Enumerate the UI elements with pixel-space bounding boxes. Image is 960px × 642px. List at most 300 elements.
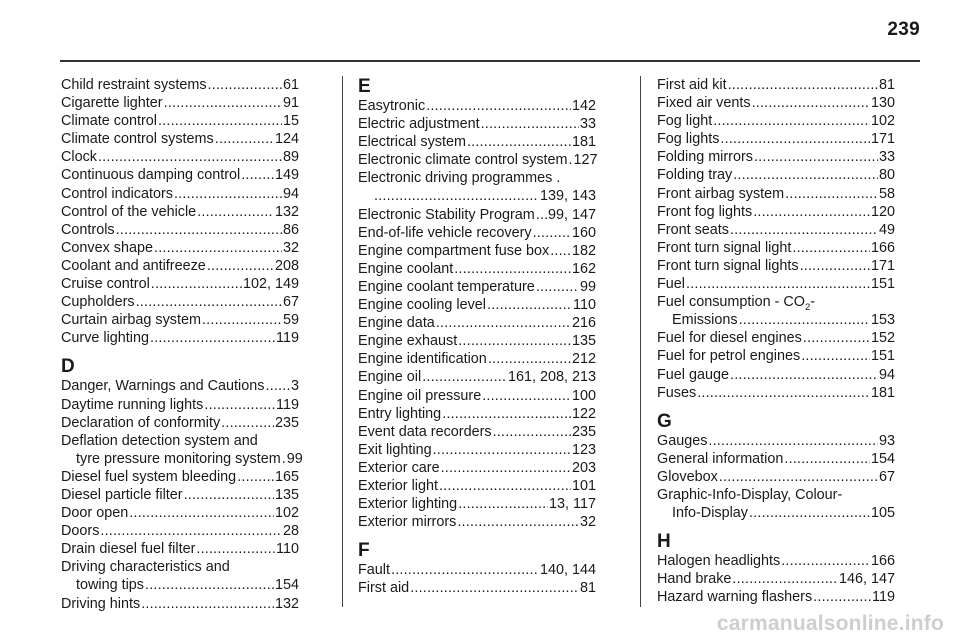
page-ref-link[interactable]: 99, 147: [547, 206, 596, 223]
page-ref-link[interactable]: 33: [579, 116, 596, 133]
entry-label: Daytime running lights: [61, 396, 204, 413]
entry-label: Cupholders: [61, 294, 135, 311]
index-entry: [61, 293, 299, 311]
dot-leader: [215, 130, 274, 148]
page-ref-link[interactable]: 127: [573, 152, 598, 169]
entry-label: General information: [657, 450, 784, 467]
dot-leader: [720, 130, 870, 148]
dot-leader: [116, 221, 282, 239]
page-ref-link[interactable]: 139, 143: [539, 188, 596, 205]
index-entry: [657, 504, 895, 522]
dot-leader: [732, 570, 838, 588]
index-entry-text: [657, 293, 895, 311]
page-ref-link[interactable]: 124: [274, 131, 299, 148]
entry-label: Front turn signal lights: [657, 257, 799, 274]
page-ref-link[interactable]: 153: [870, 312, 895, 329]
entry-label: Engine data: [358, 315, 435, 332]
entry-label: First aid: [358, 580, 410, 597]
dot-leader: [154, 239, 282, 257]
entry-label: Cigarette lighter: [61, 95, 163, 112]
index-entry: [61, 185, 299, 203]
entry-label: Clock: [61, 149, 97, 166]
page-ref-link[interactable]: 3: [290, 378, 299, 395]
dot-leader: [785, 185, 878, 203]
index-entry: [61, 396, 299, 414]
entry-label: Fog light: [657, 113, 713, 130]
index-entry: [657, 384, 895, 402]
dot-leader: [164, 94, 282, 112]
index-entry: [358, 495, 596, 513]
entry-label: Electrical system: [358, 134, 466, 151]
entry-label: Driving hints: [61, 595, 141, 612]
index-entry: [61, 486, 299, 504]
entry-label: Child restraint systems: [61, 77, 207, 93]
section-letter: G: [657, 410, 672, 432]
dot-leader: [442, 405, 571, 423]
entry-label: Folding mirrors: [657, 149, 753, 166]
dot-leader: [792, 239, 870, 257]
index-entry: [61, 203, 299, 221]
index-entry: [358, 260, 596, 278]
page-ref-link[interactable]: 13, 117: [549, 496, 596, 513]
page-ref-link[interactable]: 89: [282, 149, 299, 166]
index-entry-text: Graphic-Info-Display, Colour-: [657, 486, 843, 503]
index-entry: [358, 405, 596, 423]
entry-label: Engine coolant temperature: [358, 278, 535, 295]
page-ref-link[interactable]: 154: [870, 450, 895, 467]
dot-leader: [282, 450, 286, 468]
index-entry: [61, 377, 299, 395]
page-ref-link[interactable]: 94: [878, 366, 895, 383]
index-entry: [358, 133, 596, 151]
index-entry: [358, 459, 596, 477]
index-entry: [61, 468, 299, 486]
index-entry: [657, 112, 895, 130]
entry-label: Climate control: [61, 113, 157, 130]
index-entry: [358, 423, 596, 441]
entry-label: Gauges: [657, 432, 708, 449]
index-column-1: [61, 76, 303, 613]
index-entry: [358, 278, 596, 296]
entry-label: Electronic Stability Program: [358, 206, 535, 223]
index-entry: [657, 94, 895, 112]
dot-leader: [458, 495, 548, 513]
index-entry: [657, 432, 895, 450]
entry-label: Hazard warning flashers: [657, 589, 813, 606]
dot-leader: [730, 366, 878, 384]
entry-label: Drain diesel fuel filter: [61, 541, 196, 558]
dot-leader: [457, 513, 579, 531]
entry-label: Exterior care: [358, 459, 440, 476]
page-ref-link[interactable]: 182: [571, 242, 596, 259]
index-entry: [61, 94, 299, 112]
page-ref-link[interactable]: 142: [571, 98, 596, 114]
header-rule: [60, 60, 920, 62]
page-ref-link[interactable]: 212: [571, 351, 596, 368]
dot-leader: [813, 588, 871, 606]
dot-leader: [410, 579, 579, 597]
index-entry: [657, 329, 895, 347]
dot-leader: [569, 151, 573, 169]
index-entry: [657, 588, 895, 606]
page-ref-link[interactable]: 119: [872, 589, 895, 606]
dot-leader: [467, 133, 571, 151]
page-ref-link[interactable]: 162: [571, 260, 596, 277]
dot-leader: [784, 450, 870, 468]
entry-label: Exterior light: [358, 477, 438, 494]
index-entry: [358, 314, 596, 332]
index-entry: [657, 347, 895, 365]
index-entry: [657, 76, 895, 94]
entry-label: Front airbag system: [657, 185, 785, 202]
subscript: 2: [804, 302, 811, 313]
index-entry-text: Driving characteristics and: [61, 559, 230, 576]
entry-label: Fuel for diesel engines: [657, 330, 802, 347]
entry-label: Electric adjustment: [358, 116, 480, 133]
dot-leader: [129, 504, 274, 522]
page-ref-link[interactable]: 105: [870, 505, 895, 522]
dot-leader: [100, 522, 282, 540]
dot-leader: [754, 148, 878, 166]
index-entry-text: Electronic driving programmes .: [358, 170, 561, 187]
entry-label: Front fog lights: [657, 203, 753, 220]
entry-label: Continuous damping control: [61, 167, 241, 184]
index-entry: [358, 350, 596, 368]
index-entry: [61, 311, 299, 329]
entry-label: Front turn signal light: [657, 239, 792, 256]
dot-leader: [184, 486, 274, 504]
dot-leader: [749, 504, 870, 522]
dot-leader: [482, 387, 571, 405]
entry-label: End-of-life vehicle recovery: [358, 224, 532, 241]
index-entry: [657, 130, 895, 148]
page-ref-link[interactable]: 181: [571, 134, 596, 151]
index-entry: [657, 275, 895, 293]
page-ref-link[interactable]: 216: [571, 315, 596, 332]
dot-leader: [207, 257, 274, 275]
entry-label: Declaration of conformity: [61, 414, 221, 431]
dot-leader: [803, 329, 870, 347]
page-ref-link[interactable]: 132: [274, 595, 299, 612]
index-entry: [61, 257, 299, 275]
page-ref-link[interactable]: 119: [276, 330, 299, 347]
section-letter: E: [358, 76, 371, 97]
index-entry: [61, 450, 303, 468]
page-ref-link[interactable]: 160: [571, 224, 596, 241]
dot-leader: [719, 468, 878, 486]
page-ref-link[interactable]: 81: [878, 77, 895, 93]
page-ref-link[interactable]: 99: [579, 278, 596, 295]
entry-label: Entry lighting: [358, 405, 442, 422]
index-entry: [358, 579, 596, 597]
index-entry: [61, 329, 299, 347]
index-entry: [61, 221, 299, 239]
entry-label: Engine cooling level: [358, 297, 487, 314]
page-ref-link[interactable]: 130: [870, 95, 895, 112]
page-ref-link[interactable]: 122: [571, 405, 596, 422]
entry-label: Danger, Warnings and Cautions: [61, 378, 265, 395]
index-entry: [61, 522, 299, 540]
index-entry: [358, 224, 596, 242]
index-entry: [657, 239, 895, 257]
page-ref-link[interactable]: 61: [282, 77, 299, 93]
dot-leader: [739, 311, 870, 329]
entry-label: Doors: [61, 523, 100, 540]
entry-label: Control of the vehicle: [61, 203, 197, 220]
entry-label: Info-Display: [672, 505, 748, 522]
page-ref-link[interactable]: 149: [274, 167, 299, 184]
entry-label: First aid kit: [657, 77, 727, 93]
dot-leader: [536, 206, 547, 224]
entry-label: Door open: [61, 505, 129, 522]
dot-leader: [533, 224, 571, 242]
dot-leader: [426, 97, 571, 115]
entry-label: Engine compartment fuse box: [358, 242, 550, 259]
index-entry: [657, 552, 895, 570]
dot-leader: [550, 242, 571, 260]
index-entry: [358, 477, 596, 495]
index-entry: [657, 366, 895, 384]
entry-label: Folding tray: [657, 167, 733, 184]
page-ref-link[interactable]: 135: [274, 486, 299, 503]
dot-leader: [221, 414, 274, 432]
page-ref-link[interactable]: 86: [282, 221, 299, 238]
index-entry: [61, 148, 299, 166]
index-entry: [61, 576, 299, 594]
dot-leader: [708, 432, 878, 450]
page-ref-link[interactable]: 132: [274, 203, 299, 220]
entry-label: Electronic climate control system: [358, 152, 568, 169]
index-entry: [61, 414, 299, 432]
index-entry: [358, 97, 596, 115]
index-entry: [657, 185, 895, 203]
entry-label: Easytronic: [358, 98, 426, 114]
entry-label: Exit lighting: [358, 441, 432, 458]
index-entry: [358, 332, 596, 350]
page-ref-link[interactable]: 67: [878, 468, 895, 485]
dot-leader: [422, 368, 507, 386]
index-entry: [61, 112, 299, 130]
entry-label: Front seats: [657, 221, 729, 238]
dot-leader: [196, 540, 275, 558]
page-ref-link[interactable]: 152: [870, 330, 895, 347]
dot-leader: [439, 477, 571, 495]
page-ref-link[interactable]: 171: [870, 257, 895, 274]
index-entry: [358, 387, 596, 405]
index-entry: [657, 257, 895, 275]
entry-label: Controls: [61, 221, 115, 238]
index-entry: [657, 221, 895, 239]
page-ref-link[interactable]: 151: [870, 348, 895, 365]
index-entry: [358, 151, 596, 169]
page-ref-link[interactable]: 93: [878, 432, 895, 449]
dot-leader: [433, 441, 571, 459]
index-entry: [61, 239, 299, 257]
page-ref-link[interactable]: 101: [571, 477, 596, 494]
dot-leader: [145, 576, 274, 594]
entry-label: Convex shape: [61, 239, 154, 256]
index-entry: [657, 311, 895, 329]
dot-leader: [728, 76, 878, 94]
index-entry: [358, 561, 596, 579]
index-entry: [61, 130, 299, 148]
page-ref-link[interactable]: 166: [870, 553, 895, 570]
page-ref-link[interactable]: 100: [571, 387, 596, 404]
page-ref-link[interactable]: 165: [274, 468, 299, 485]
page-ref-link[interactable]: 110: [276, 541, 299, 558]
entry-label: Engine identification: [358, 351, 487, 368]
page-ref-link[interactable]: 110: [573, 297, 596, 314]
page-ref-link[interactable]: 235: [571, 423, 596, 440]
entry-label: Emissions: [672, 312, 738, 329]
page-ref-link[interactable]: 67: [282, 294, 299, 311]
page-ref-link[interactable]: 81: [579, 580, 596, 597]
dot-leader: [493, 423, 571, 441]
page-ref-link[interactable]: 33: [878, 149, 895, 166]
index-entry: [358, 441, 596, 459]
entry-label: Fixed air vents: [657, 95, 751, 112]
dot-leader: [151, 275, 242, 293]
index-entry: [358, 513, 596, 531]
page-number: 239: [887, 19, 920, 40]
entry-label: Fuel: [657, 276, 685, 293]
page-ref-link[interactable]: 59: [282, 312, 299, 329]
page-ref-link[interactable]: 32: [579, 514, 596, 531]
dot-leader: [391, 561, 539, 579]
dot-leader: [208, 76, 282, 94]
dot-leader: [141, 595, 274, 613]
index-entry: [657, 203, 895, 221]
index-entry: [358, 115, 596, 133]
entry-label: Control indicators: [61, 185, 173, 202]
dot-leader: [204, 396, 275, 414]
dot-leader: [487, 296, 572, 314]
entry-label: Engine oil: [358, 369, 422, 386]
entry-suffix: -: [810, 294, 816, 311]
page-ref-link[interactable]: 102: [870, 113, 895, 130]
page-ref-link[interactable]: 146, 147: [838, 571, 895, 588]
page-ref-link[interactable]: 58: [878, 185, 895, 202]
entry-label: Exterior mirrors: [358, 514, 457, 531]
page-ref-link[interactable]: 203: [571, 459, 596, 476]
entry-label: Fuses: [657, 384, 697, 401]
page-ref-link[interactable]: 102, 149: [242, 276, 299, 293]
entry-label: Fuel consumption - CO: [657, 294, 805, 311]
dot-leader: [481, 115, 579, 133]
index-entry: [657, 570, 895, 588]
dot-leader: [197, 203, 274, 221]
entry-label: towing tips: [76, 577, 144, 594]
page-ref-link[interactable]: 171: [870, 131, 895, 148]
dot-leader: [202, 311, 282, 329]
entry-label: Hand brake: [657, 571, 732, 588]
index-entry: [358, 242, 596, 260]
entry-label: Diesel particle filter: [61, 486, 183, 503]
dot-leader: [458, 332, 571, 350]
index-entry: [61, 595, 299, 613]
page-ref-link[interactable]: 80: [878, 167, 895, 184]
page-ref-link[interactable]: 119: [276, 396, 299, 413]
dot-leader: [454, 260, 571, 278]
page-ref-link[interactable]: 102: [274, 505, 299, 522]
entry-label: Climate control systems: [61, 131, 214, 148]
entry-label: Curve lighting: [61, 330, 149, 347]
index-entry: [358, 296, 596, 314]
entry-label: Halogen headlights: [657, 553, 781, 570]
dot-leader: [686, 275, 870, 293]
entry-label: Curtain airbag system: [61, 312, 201, 329]
page-ref-link[interactable]: 161, 208, 213: [507, 369, 596, 386]
section-letter: H: [657, 531, 671, 553]
page-ref-link[interactable]: 28: [282, 523, 299, 540]
index-entry: [358, 206, 596, 224]
dot-leader: [488, 350, 571, 368]
page-ref-link[interactable]: 49: [878, 221, 895, 238]
dot-leader: [781, 552, 870, 570]
page-ref-link[interactable]: 166: [870, 239, 895, 256]
dot-leader: [752, 94, 870, 112]
index-entry: [61, 275, 299, 293]
page-ref-link[interactable]: 32: [282, 239, 299, 256]
entry-label: Engine oil pressure: [358, 387, 482, 404]
page-ref-link[interactable]: 123: [571, 441, 596, 458]
page-ref-link[interactable]: 15: [282, 113, 299, 130]
page-ref-link[interactable]: 91: [282, 95, 299, 112]
entry-label: Event data recorders: [358, 423, 492, 440]
dot-leader: [730, 221, 878, 239]
dot-leader: [441, 459, 571, 477]
entry-label: Engine exhaust: [358, 333, 458, 350]
entry-label: Exterior lighting: [358, 496, 458, 513]
page-ref-link[interactable]: 140, 144: [539, 562, 596, 579]
entry-label: Fuel for petrol engines: [657, 348, 801, 365]
page-ref-link[interactable]: 99: [286, 450, 303, 467]
watermark: carmanualsonline.info: [716, 612, 944, 635]
entry-label: Cruise control: [61, 276, 150, 293]
page-ref-link[interactable]: 208: [274, 257, 299, 274]
entry-label: Glovebox: [657, 468, 718, 485]
entry-label: Diesel fuel system bleeding: [61, 468, 237, 485]
dot-leader: [753, 203, 870, 221]
index-entry: [61, 504, 299, 522]
dot-leader: [241, 166, 274, 184]
index-entry: [61, 166, 299, 184]
page-ref-link[interactable]: 135: [571, 333, 596, 350]
index-column-3: [657, 76, 895, 606]
entry-label: Coolant and antifreeze: [61, 257, 206, 274]
page-ref-link[interactable]: 235: [274, 414, 299, 431]
section-letter: F: [358, 540, 370, 562]
index-entry: [358, 368, 596, 386]
page-ref-link[interactable]: 94: [282, 185, 299, 202]
index-entry: [61, 76, 299, 94]
page-ref-link[interactable]: 181: [870, 384, 895, 401]
index-entry: [657, 166, 895, 184]
index-entry-text: Deflation detection system and: [61, 432, 258, 449]
dot-leader: [150, 329, 275, 347]
page-ref-link[interactable]: 154: [274, 577, 299, 594]
dot-leader: [713, 112, 870, 130]
page-ref-link[interactable]: 151: [870, 276, 895, 293]
index-column-2: [358, 76, 596, 597]
dot-leader: [536, 278, 579, 296]
dot-leader: [265, 377, 290, 395]
entry-label: Fuel gauge: [657, 366, 730, 383]
column-divider-1: [342, 76, 343, 607]
index-entry: [657, 468, 895, 486]
dot-leader: [237, 468, 274, 486]
page-ref-link[interactable]: 120: [870, 203, 895, 220]
